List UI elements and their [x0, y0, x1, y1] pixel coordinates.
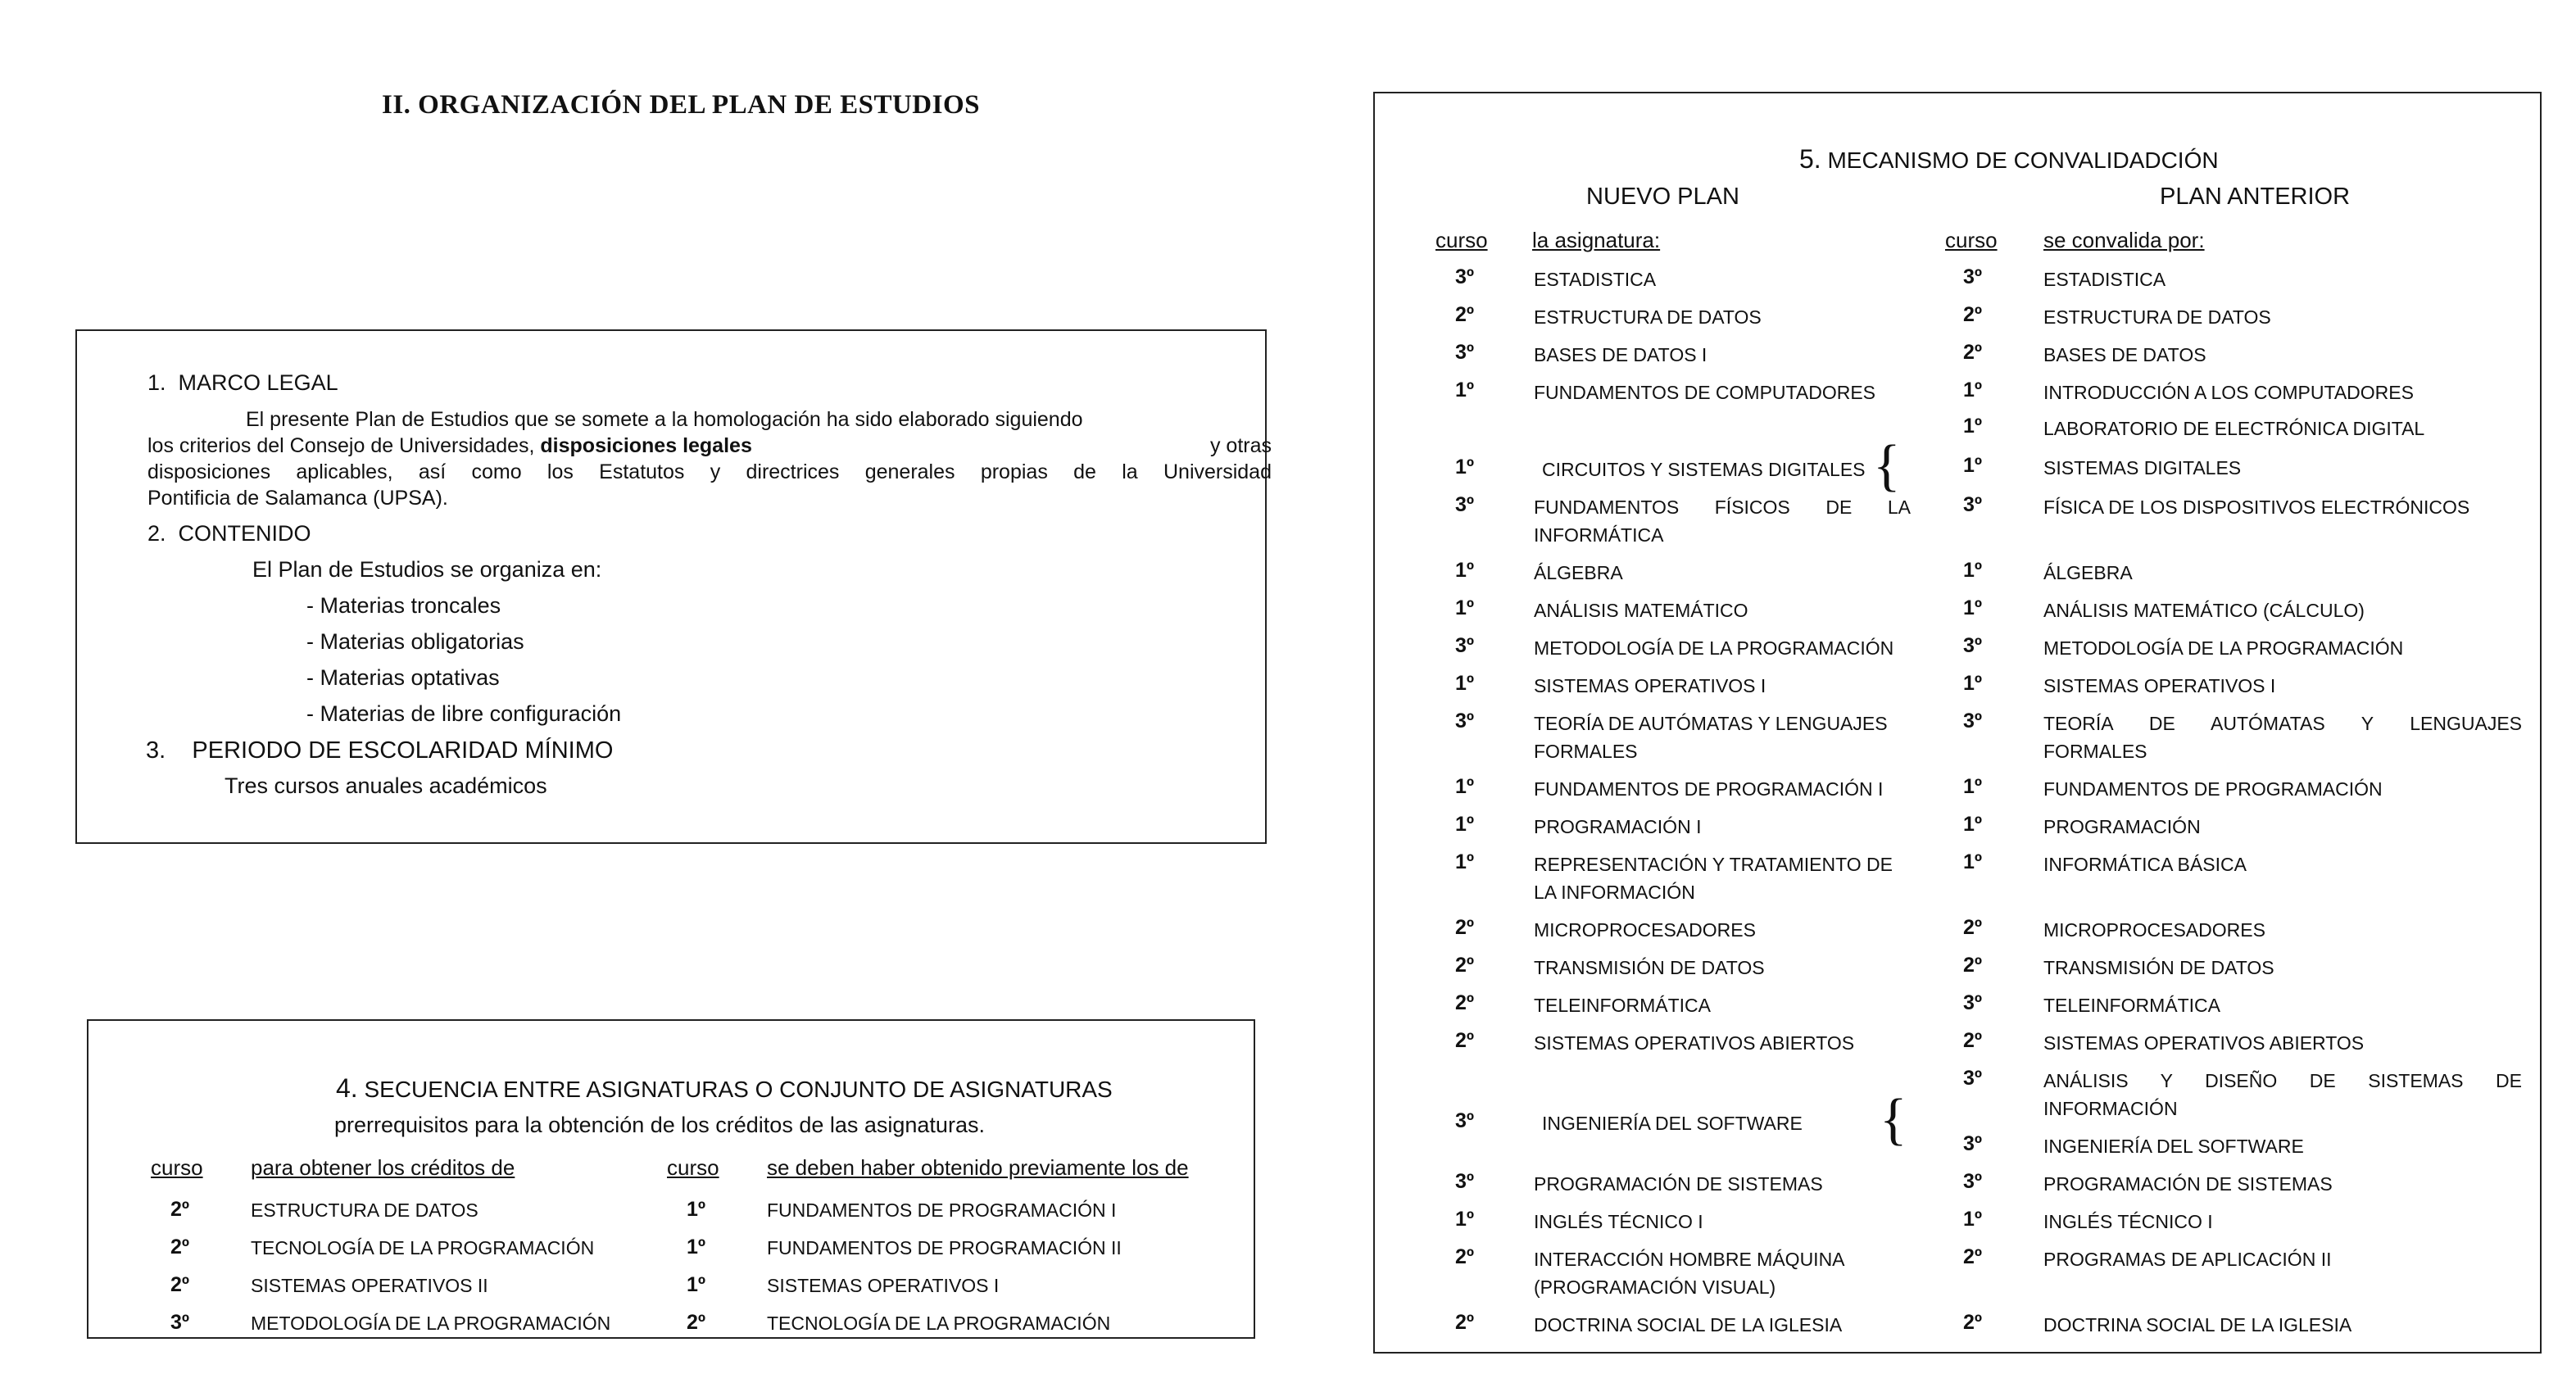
curso-cell: 3º — [1455, 265, 1475, 288]
curso-cell: 2º — [1963, 1311, 1983, 1334]
curso-cell: 2º — [170, 1198, 190, 1221]
contenido-item: - Materias de libre configuración — [306, 701, 622, 726]
section-3-number: 3. — [146, 737, 166, 764]
curso-cell: 3º — [1455, 493, 1475, 516]
column-header-previos: se deben haber obtenido previamente los de — [767, 1155, 1189, 1180]
asignatura-cell: PROGRAMACIÓN — [2043, 816, 2201, 837]
section-1-title: MARCO LEGAL — [178, 370, 338, 395]
curso-cell: 1º — [1963, 850, 1983, 873]
curso-cell: 1º — [1963, 672, 1983, 695]
paragraph-line-4: Pontificia de Salamanca (UPSA). — [147, 487, 448, 510]
contenido-item: - Materias obligatorias — [306, 629, 524, 654]
asignatura-cell: PROGRAMAS DE APLICACIÓN II — [2043, 1249, 2332, 1270]
paragraph-text-end: y otras — [1209, 434, 1272, 457]
asignatura-cell: INTRODUCCIÓN A LOS COMPUTADORES — [2043, 382, 2414, 403]
asignatura-cell: BASES DE DATOS I — [1534, 344, 1708, 365]
asignatura-cell: FÍSICA DE LOS DISPOSITIVOS ELECTRÓNICOS — [2043, 497, 2470, 518]
asignatura-cell: ANÁLISIS MATEMÁTICO — [1534, 600, 1748, 621]
curso-cell: 2º — [687, 1311, 706, 1334]
secuencia-title — [336, 1073, 1113, 1104]
contenido-item: - Materias troncales — [306, 593, 501, 618]
paragraph-line-1: El presente Plan de Estudios que se somete a la homologación ha sido elaborado siguiendo — [246, 408, 1083, 431]
asignatura-cell: MICROPROCESADORES — [1534, 919, 1756, 941]
asignatura-cell: ESTRUCTURA DE DATOS — [1534, 306, 1762, 328]
asignatura-cell: ANÁLISIS Y DISEÑO DE SISTEMAS DE — [2043, 1070, 2522, 1091]
asignatura-cell-line2: INFORMÁTICA — [1534, 524, 1664, 546]
curso-cell: 2º — [1455, 954, 1475, 977]
column-header-curso: curso — [1435, 228, 1488, 252]
curso-cell: 2º — [1963, 1245, 1983, 1268]
asignatura-cell: TELEINFORMÁTICA — [2043, 995, 2220, 1016]
asignatura-cell: INGENIERÍA DEL SOFTWARE — [2043, 1136, 2304, 1157]
asignatura-cell: SISTEMAS OPERATIVOS II — [251, 1275, 488, 1296]
curso-cell: 1º — [1455, 775, 1475, 798]
curso-cell: 3º — [1963, 493, 1983, 516]
paragraph-bold-text: disposiciones legales — [540, 434, 752, 457]
curso-cell: 3º — [1963, 991, 1983, 1014]
curso-cell: 1º — [1455, 456, 1475, 478]
paragraph-text: los criterios del Consejo de Universidades, — [147, 434, 535, 457]
asignatura-cell: INGLÉS TÉCNICO I — [1534, 1211, 1703, 1232]
brace-icon: { — [1880, 1088, 1907, 1151]
asignatura-cell: FUNDAMENTOS DE COMPUTADORES — [1534, 382, 1876, 403]
asignatura-cell: SISTEMAS OPERATIVOS ABIERTOS — [1534, 1032, 1855, 1054]
curso-cell: 2º — [1455, 1029, 1475, 1052]
column-header-asignatura: para obtener los créditos de — [251, 1155, 515, 1180]
curso-cell: 2º — [1963, 303, 1983, 326]
curso-cell: 1º — [1455, 596, 1475, 619]
curso-cell: 1º — [1963, 379, 1983, 401]
curso-cell: 1º — [687, 1198, 706, 1221]
asignatura-cell: FUNDAMENTOS DE PROGRAMACIÓN — [2043, 778, 2383, 800]
curso-cell: 1º — [1963, 559, 1983, 582]
curso-cell: 1º — [1963, 415, 1983, 438]
asignatura-cell-line2: LA INFORMACIÓN — [1534, 882, 1695, 903]
asignatura-cell-line2: (PROGRAMACIÓN VISUAL) — [1534, 1277, 1776, 1298]
curso-cell: 1º — [1963, 596, 1983, 619]
curso-cell: 2º — [170, 1236, 190, 1258]
curso-cell: 1º — [687, 1236, 706, 1258]
asignatura-cell: INTERACCIÓN HOMBRE MÁQUINA — [1534, 1249, 1845, 1270]
asignatura-cell: ÁLGEBRA — [1534, 562, 1623, 583]
asignatura-cell: TECNOLOGÍA DE LA PROGRAMACIÓN — [767, 1313, 1111, 1334]
asignatura-cell: DOCTRINA SOCIAL DE LA IGLESIA — [1534, 1314, 1843, 1335]
asignatura-cell: PROGRAMACIÓN DE SISTEMAS — [1534, 1173, 1823, 1195]
section-2-heading — [147, 521, 311, 546]
column-header-curso: curso — [1945, 228, 1998, 252]
asignatura-cell: FUNDAMENTOS FÍSICOS DE LA — [1534, 497, 1911, 518]
secuencia-box — [87, 1019, 1255, 1339]
asignatura-cell-line2: FORMALES — [1534, 741, 1638, 762]
asignatura-cell: FUNDAMENTOS DE PROGRAMACIÓN I — [767, 1199, 1117, 1221]
curso-cell: 1º — [1455, 559, 1475, 582]
curso-cell: 3º — [1455, 341, 1475, 364]
section-1-number: 1. — [147, 370, 166, 395]
curso-cell: 1º — [1455, 672, 1475, 695]
asignatura-cell: BASES DE DATOS — [2043, 344, 2206, 365]
curso-cell: 2º — [1455, 1245, 1475, 1268]
column-header-convalida: se convalida por: — [2043, 228, 2205, 252]
asignatura-cell: PROGRAMACIÓN DE SISTEMAS — [2043, 1173, 2333, 1195]
convalidacion-title-text: MECANISMO DE CONVALIDADCIÓN — [1827, 147, 2219, 173]
asignatura-cell: ANÁLISIS MATEMÁTICO (CÁLCULO) — [2043, 600, 2365, 621]
asignatura-cell: METODOLOGÍA DE LA PROGRAMACIÓN — [251, 1313, 611, 1334]
asignatura-cell: LABORATORIO DE ELECTRÓNICA DIGITAL — [2043, 418, 2425, 439]
asignatura-cell: SISTEMAS OPERATIVOS I — [2043, 675, 2276, 696]
convalidacion-box — [1373, 92, 2542, 1354]
curso-cell: 3º — [1455, 1109, 1475, 1132]
asignatura-cell: TELEINFORMÁTICA — [1534, 995, 1711, 1016]
section-3-heading — [146, 737, 613, 764]
column-header-curso: curso — [151, 1155, 203, 1180]
curso-cell: 2º — [170, 1273, 190, 1296]
asignatura-cell: FUNDAMENTOS DE PROGRAMACIÓN I — [1534, 778, 1884, 800]
section-2-title: CONTENIDO — [178, 521, 311, 546]
asignatura-cell: ESTRUCTURA DE DATOS — [251, 1199, 478, 1221]
curso-cell: 2º — [1455, 1311, 1475, 1334]
curso-cell: 1º — [1963, 775, 1983, 798]
curso-cell: 1º — [1963, 1208, 1983, 1231]
curso-cell: 2º — [1455, 991, 1475, 1014]
curso-cell: 3º — [1963, 265, 1983, 288]
plan-anterior-label: PLAN ANTERIOR — [2160, 184, 2351, 210]
column-header-curso: curso — [667, 1155, 719, 1180]
asignatura-cell: METODOLOGÍA DE LA PROGRAMACIÓN — [2043, 637, 2404, 659]
asignatura-cell: TRANSMISIÓN DE DATOS — [2043, 957, 2274, 978]
curso-cell: 2º — [1963, 1029, 1983, 1052]
column-header-asignatura: la asignatura: — [1532, 228, 1661, 252]
curso-cell: 3º — [1455, 1170, 1475, 1193]
contenido-item: - Materias optativas — [306, 665, 500, 690]
curso-cell: 3º — [1963, 710, 1983, 732]
section-2-number: 2. — [147, 521, 166, 546]
curso-cell: 1º — [1455, 850, 1475, 873]
curso-cell: 3º — [170, 1311, 190, 1334]
asignatura-cell: MICROPROCESADORES — [2043, 919, 2265, 941]
curso-cell: 2º — [1455, 303, 1475, 326]
curso-cell: 1º — [1455, 1208, 1475, 1231]
curso-cell: 3º — [1455, 710, 1475, 732]
section-3-title: PERIODO DE ESCOLARIDAD MÍNIMO — [192, 737, 614, 764]
curso-cell: 2º — [1963, 954, 1983, 977]
page-title: II. ORGANIZACIÓN DEL PLAN DE ESTUDIOS — [382, 90, 980, 120]
asignatura-cell: INGLÉS TÉCNICO I — [2043, 1211, 2213, 1232]
asignatura-cell: ESTADISTICA — [2043, 269, 2166, 290]
asignatura-cell: PROGRAMACIÓN I — [1534, 816, 1702, 837]
asignatura-cell: TRANSMISIÓN DE DATOS — [1534, 957, 1765, 978]
asignatura-cell: ESTRUCTURA DE DATOS — [2043, 306, 2271, 328]
paragraph-line-2 — [147, 433, 1272, 459]
curso-cell: 1º — [1963, 813, 1983, 836]
asignatura-cell: SISTEMAS OPERATIVOS I — [767, 1275, 1000, 1296]
brace-icon: { — [1873, 434, 1901, 497]
periodo-text: Tres cursos anuales académicos — [224, 773, 547, 798]
convalidacion-title — [1799, 144, 2219, 175]
curso-cell: 1º — [1963, 454, 1983, 477]
asignatura-cell: METODOLOGÍA DE LA PROGRAMACIÓN — [1534, 637, 1894, 659]
asignatura-cell: INGENIERÍA DEL SOFTWARE — [1542, 1113, 1803, 1134]
secuencia-subtitle: prerrequisitos para la obtención de los créditos de las asignaturas. — [334, 1113, 985, 1137]
asignatura-cell: SISTEMAS DIGITALES — [2043, 457, 2242, 478]
curso-cell: 1º — [687, 1273, 706, 1296]
asignatura-cell: SISTEMAS OPERATIVOS ABIERTOS — [2043, 1032, 2365, 1054]
contenido-intro: El Plan de Estudios se organiza en: — [252, 557, 602, 582]
secuencia-title-text: SECUENCIA ENTRE ASIGNATURAS O CONJUNTO DE ASIGNATURAS — [364, 1077, 1113, 1102]
asignatura-cell: TECNOLOGÍA DE LA PROGRAMACIÓN — [251, 1237, 595, 1258]
asignatura-cell: TEORÍA DE AUTÓMATAS Y LENGUAJES — [2043, 713, 2522, 734]
marco-legal-box — [75, 329, 1272, 844]
curso-cell: 2º — [1963, 916, 1983, 939]
asignatura-cell: REPRESENTACIÓN Y TRATAMIENTO DE — [1534, 854, 1893, 875]
asignatura-cell: INFORMÁTICA BÁSICA — [2043, 854, 2247, 875]
curso-cell: 2º — [1455, 916, 1475, 939]
asignatura-cell-line2: FORMALES — [2043, 741, 2147, 762]
curso-cell: 1º — [1455, 379, 1475, 401]
section-1-heading — [147, 370, 338, 396]
asignatura-cell: DOCTRINA SOCIAL DE LA IGLESIA — [2043, 1314, 2352, 1335]
asignatura-cell: CIRCUITOS Y SISTEMAS DIGITALES — [1542, 459, 1866, 480]
asignatura-cell: ESTADISTICA — [1534, 269, 1657, 290]
curso-cell: 2º — [1963, 341, 1983, 364]
asignatura-cell: SISTEMAS OPERATIVOS I — [1534, 675, 1766, 696]
asignatura-cell: TEORÍA DE AUTÓMATAS Y LENGUAJES — [1534, 713, 1888, 734]
asignatura-cell: FUNDAMENTOS DE PROGRAMACIÓN II — [767, 1237, 1122, 1258]
convalidacion-number: 5. — [1799, 144, 1821, 174]
curso-cell: 1º — [1455, 813, 1475, 836]
secuencia-number: 4. — [336, 1073, 358, 1103]
curso-cell: 3º — [1963, 1132, 1983, 1155]
curso-cell: 3º — [1455, 634, 1475, 657]
nuevo-plan-label: NUEVO PLAN — [1586, 184, 1739, 210]
asignatura-cell-line2: INFORMACIÓN — [2043, 1098, 2178, 1119]
curso-cell: 3º — [1963, 1067, 1983, 1090]
curso-cell: 3º — [1963, 634, 1983, 657]
curso-cell: 3º — [1963, 1170, 1983, 1193]
paragraph-line-3: disposiciones aplicables, así como los Estatutos y directrices generales propias de la Universidad — [147, 460, 1272, 483]
asignatura-cell: ÁLGEBRA — [2043, 562, 2133, 583]
